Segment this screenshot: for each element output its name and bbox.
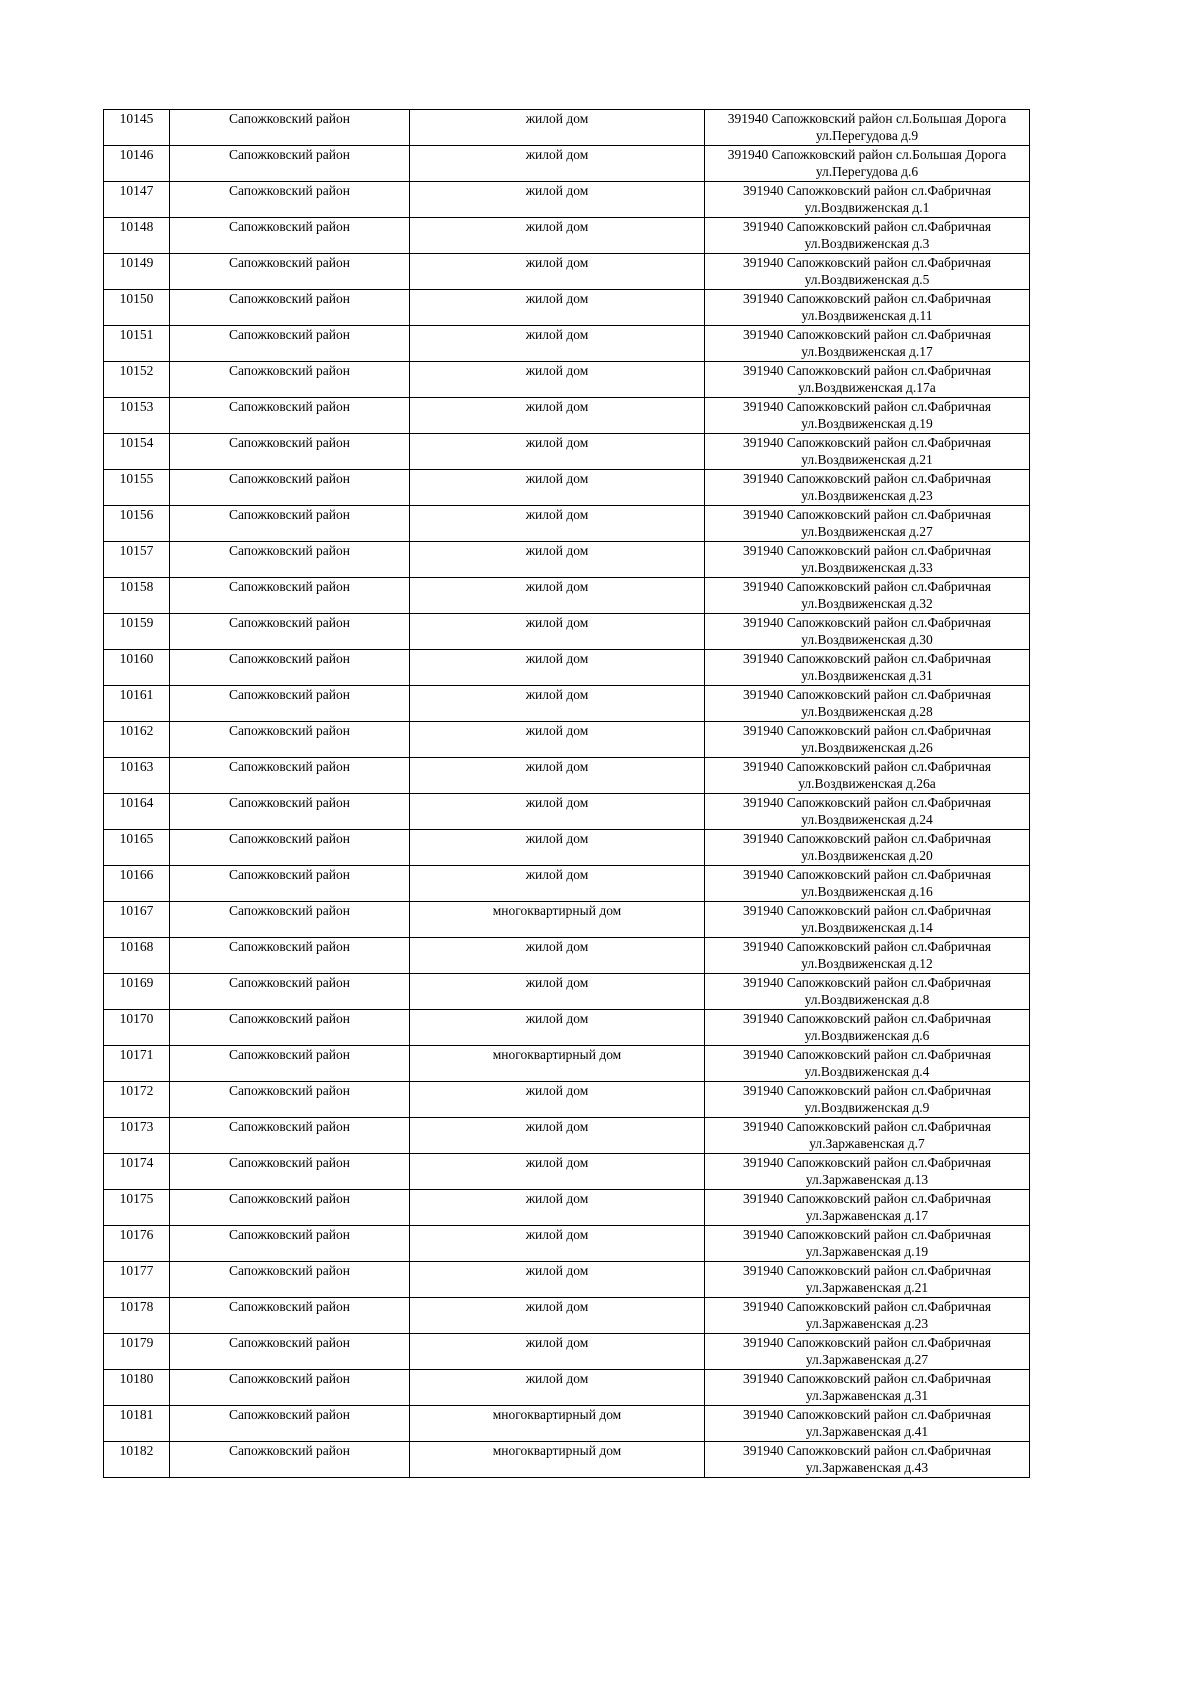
record-number-cell: 10151 [104,326,170,362]
address-line-2: ул.Воздвиженская д.21 [801,452,933,467]
address-line-2: ул.Воздвиженская д.8 [804,992,930,1007]
district-cell: Сапожковский район [170,326,410,362]
address-cell [705,506,1030,542]
building-type-cell: жилой дом [410,650,705,686]
address-line-2: ул.Воздвиженская д.31 [801,668,933,683]
table-row [104,1442,1030,1478]
address-cell [705,110,1030,146]
record-number-cell: 10153 [104,398,170,434]
building-type-cell: жилой дом [410,182,705,218]
address-line-2: ул.Заржавенская д.27 [805,1352,929,1367]
table-row [104,146,1030,182]
address-line-2: ул.Воздвиженская д.6 [804,1028,930,1043]
address-line-1: 391940 Сапожковский район сл.Фабричная [742,903,992,918]
building-type-cell: жилой дом [410,830,705,866]
address-line-1: 391940 Сапожковский район сл.Фабричная [742,723,992,738]
table-row [104,1118,1030,1154]
district-cell: Сапожковский район [170,290,410,326]
district-cell: Сапожковский район [170,542,410,578]
address-line-2: ул.Заржавенская д.17 [805,1208,929,1223]
table-row [104,830,1030,866]
address-cell [705,182,1030,218]
record-number-cell: 10178 [104,1298,170,1334]
district-cell: Сапожковский район [170,1046,410,1082]
address-line-1: 391940 Сапожковский район сл.Фабричная [742,579,992,594]
address-line-2: ул.Воздвиженская д.17а [798,380,936,395]
record-number-cell: 10155 [104,470,170,506]
address-line-1: 391940 Сапожковский район сл.Фабричная [742,183,992,198]
address-line-1: 391940 Сапожковский район сл.Фабричная [742,1263,992,1278]
address-cell [705,1262,1030,1298]
address-line-2: ул.Воздвиженская д.12 [801,956,933,971]
address-cell [705,650,1030,686]
district-cell: Сапожковский район [170,1334,410,1370]
record-number-cell: 10173 [104,1118,170,1154]
district-cell: Сапожковский район [170,866,410,902]
record-number-cell: 10162 [104,722,170,758]
address-line-1: 391940 Сапожковский район сл.Фабричная [742,291,992,306]
address-line-2: ул.Заржавенская д.7 [809,1136,925,1151]
address-line-1: 391940 Сапожковский район сл.Фабричная [742,975,992,990]
address-line-1: 391940 Сапожковский район сл.Фабричная [742,1083,992,1098]
address-cell [705,1118,1030,1154]
address-cell [705,902,1030,938]
table-row [104,974,1030,1010]
building-type-cell: многоквартирный дом [410,902,705,938]
district-cell: Сапожковский район [170,686,410,722]
building-type-cell: жилой дом [410,686,705,722]
record-number-cell: 10154 [104,434,170,470]
address-line-1: 391940 Сапожковский район сл.Фабричная [742,471,992,486]
address-line-2: ул.Воздвиженская д.26а [798,776,936,791]
building-type-cell: жилой дом [410,1010,705,1046]
district-cell: Сапожковский район [170,1298,410,1334]
address-line-2: ул.Воздвиженская д.24 [801,812,933,827]
address-cell [705,146,1030,182]
building-type-cell: жилой дом [410,506,705,542]
record-number-cell: 10145 [104,110,170,146]
address-cell [705,974,1030,1010]
address-cell [705,830,1030,866]
address-cell [705,1154,1030,1190]
address-line-1: 391940 Сапожковский район сл.Фабричная [742,399,992,414]
table-row [104,722,1030,758]
address-line-2: ул.Воздвиженская д.32 [801,596,933,611]
address-cell [705,938,1030,974]
address-line-2: ул.Воздвиженская д.33 [801,560,933,575]
table-row [104,1298,1030,1334]
table-row [104,110,1030,146]
record-number-cell: 10146 [104,146,170,182]
district-cell: Сапожковский район [170,938,410,974]
address-line-1: 391940 Сапожковский район сл.Фабричная [742,1191,992,1206]
building-type-cell: жилой дом [410,470,705,506]
address-line-1: 391940 Сапожковский район сл.Фабричная [742,651,992,666]
building-type-cell: многоквартирный дом [410,1442,705,1478]
address-cell [705,1010,1030,1046]
district-cell: Сапожковский район [170,614,410,650]
building-type-cell: жилой дом [410,758,705,794]
district-cell: Сапожковский район [170,1010,410,1046]
building-type-cell: многоквартирный дом [410,1046,705,1082]
address-line-2: ул.Заржавенская д.41 [805,1424,929,1439]
address-line-2: ул.Воздвиженская д.11 [801,308,933,323]
address-line-2: ул.Заржавенская д.19 [805,1244,929,1259]
table-row [104,686,1030,722]
address-line-1: 391940 Сапожковский район сл.Фабричная [742,543,992,558]
address-cell [705,794,1030,830]
district-cell: Сапожковский район [170,146,410,182]
district-cell: Сапожковский район [170,1190,410,1226]
record-number-cell: 10150 [104,290,170,326]
address-line-2: ул.Воздвиженская д.20 [801,848,933,863]
address-line-2: ул.Воздвиженская д.26 [801,740,933,755]
address-cell [705,398,1030,434]
table-row [104,1226,1030,1262]
building-type-cell: жилой дом [410,218,705,254]
district-cell: Сапожковский район [170,434,410,470]
address-cell [705,542,1030,578]
record-number-cell: 10148 [104,218,170,254]
record-number-cell: 10170 [104,1010,170,1046]
building-type-cell: жилой дом [410,434,705,470]
table-row [104,1334,1030,1370]
address-line-1: 391940 Сапожковский район сл.Фабричная [742,759,992,774]
district-cell: Сапожковский район [170,758,410,794]
building-type-cell: жилой дом [410,1190,705,1226]
address-line-2: ул.Заржавенская д.23 [805,1316,929,1331]
building-type-cell: жилой дом [410,362,705,398]
record-number-cell: 10152 [104,362,170,398]
building-type-cell: жилой дом [410,722,705,758]
record-number-cell: 10181 [104,1406,170,1442]
building-type-cell: жилой дом [410,254,705,290]
table-row [104,1262,1030,1298]
building-type-cell: жилой дом [410,290,705,326]
building-type-cell: жилой дом [410,1154,705,1190]
table-row [104,866,1030,902]
address-cell [705,1190,1030,1226]
building-type-cell: жилой дом [410,578,705,614]
record-number-cell: 10177 [104,1262,170,1298]
district-cell: Сапожковский район [170,1442,410,1478]
address-line-1: 391940 Сапожковский район сл.Фабричная [742,1407,992,1422]
address-line-1: 391940 Сапожковский район сл.Фабричная [742,687,992,702]
record-number-cell: 10167 [104,902,170,938]
district-cell: Сапожковский район [170,1406,410,1442]
table-row [104,254,1030,290]
address-line-1: 391940 Сапожковский район сл.Фабричная [742,831,992,846]
address-line-1: 391940 Сапожковский район сл.Фабричная [742,1011,992,1026]
address-line-2: ул.Воздвиженская д.28 [801,704,933,719]
building-type-cell: жилой дом [410,1118,705,1154]
building-type-cell: жилой дом [410,1298,705,1334]
address-line-2: ул.Воздвиженская д.19 [801,416,933,431]
address-cell [705,1442,1030,1478]
address-line-1: 391940 Сапожковский район сл.Фабричная [742,939,992,954]
table-row [104,182,1030,218]
address-line-1: 391940 Сапожковский район сл.Фабричная [742,1227,992,1242]
building-type-cell: жилой дом [410,794,705,830]
table-row [104,470,1030,506]
address-cell [705,1406,1030,1442]
address-cell [705,470,1030,506]
building-type-cell: жилой дом [410,866,705,902]
address-line-1: 391940 Сапожковский район сл.Фабричная [742,615,992,630]
address-line-1: 391940 Сапожковский район сл.Большая Дорога [727,147,1007,162]
record-number-cell: 10172 [104,1082,170,1118]
address-line-2: ул.Воздвиженская д.3 [804,236,930,251]
record-number-cell: 10156 [104,506,170,542]
district-cell: Сапожковский район [170,254,410,290]
address-line-2: ул.Перегудова д.6 [815,164,919,179]
address-line-1: 391940 Сапожковский район сл.Фабричная [742,219,992,234]
district-cell: Сапожковский район [170,110,410,146]
address-cell [705,758,1030,794]
table-row [104,1010,1030,1046]
district-cell: Сапожковский район [170,650,410,686]
address-line-2: ул.Воздвиженская д.16 [801,884,933,899]
table-row [104,578,1030,614]
address-line-1: 391940 Сапожковский район сл.Фабричная [742,255,992,270]
address-line-2: ул.Воздвиженская д.14 [801,920,933,935]
table-row [104,794,1030,830]
address-line-1: 391940 Сапожковский район сл.Фабричная [742,1155,992,1170]
table-row [104,938,1030,974]
housing-registry-table [103,109,1030,1478]
district-cell: Сапожковский район [170,470,410,506]
record-number-cell: 10171 [104,1046,170,1082]
address-line-2: ул.Воздвиженская д.17 [801,344,933,359]
record-number-cell: 10160 [104,650,170,686]
record-number-cell: 10175 [104,1190,170,1226]
address-cell [705,290,1030,326]
table-row [104,506,1030,542]
record-number-cell: 10169 [104,974,170,1010]
address-line-1: 391940 Сапожковский район сл.Большая Дорога [727,111,1007,126]
address-line-2: ул.Воздвиженская д.27 [801,524,933,539]
address-line-1: 391940 Сапожковский район сл.Фабричная [742,1371,992,1386]
district-cell: Сапожковский район [170,218,410,254]
building-type-cell: жилой дом [410,398,705,434]
address-cell [705,722,1030,758]
address-line-1: 391940 Сапожковский район сл.Фабричная [742,795,992,810]
address-line-2: ул.Заржавенская д.13 [805,1172,929,1187]
district-cell: Сапожковский район [170,722,410,758]
record-number-cell: 10168 [104,938,170,974]
address-line-2: ул.Воздвиженская д.1 [804,200,930,215]
district-cell: Сапожковский район [170,578,410,614]
address-line-2: ул.Воздвиженская д.30 [801,632,933,647]
address-line-1: 391940 Сапожковский район сл.Фабричная [742,1335,992,1350]
address-line-1: 391940 Сапожковский район сл.Фабричная [742,363,992,378]
record-number-cell: 10163 [104,758,170,794]
district-cell: Сапожковский район [170,506,410,542]
building-type-cell: жилой дом [410,1082,705,1118]
address-cell [705,1082,1030,1118]
district-cell: Сапожковский район [170,902,410,938]
address-line-1: 391940 Сапожковский район сл.Фабричная [742,1047,992,1062]
record-number-cell: 10161 [104,686,170,722]
building-type-cell: жилой дом [410,1370,705,1406]
district-cell: Сапожковский район [170,1370,410,1406]
record-number-cell: 10147 [104,182,170,218]
table-row [104,1190,1030,1226]
building-type-cell: жилой дом [410,974,705,1010]
district-cell: Сапожковский район [170,398,410,434]
record-number-cell: 10157 [104,542,170,578]
record-number-cell: 10165 [104,830,170,866]
address-line-1: 391940 Сапожковский район сл.Фабричная [742,1299,992,1314]
building-type-cell: жилой дом [410,542,705,578]
address-line-1: 391940 Сапожковский район сл.Фабричная [742,327,992,342]
district-cell: Сапожковский район [170,1226,410,1262]
table-row [104,1406,1030,1442]
address-line-1: 391940 Сапожковский район сл.Фабричная [742,867,992,882]
address-line-1: 391940 Сапожковский район сл.Фабричная [742,1443,992,1458]
district-cell: Сапожковский район [170,830,410,866]
record-number-cell: 10166 [104,866,170,902]
table-row [104,542,1030,578]
building-type-cell: жилой дом [410,326,705,362]
table-row [104,290,1030,326]
address-line-1: 391940 Сапожковский район сл.Фабричная [742,1119,992,1134]
address-line-2: ул.Заржавенская д.31 [805,1388,929,1403]
district-cell: Сапожковский район [170,1118,410,1154]
registry-table-body [104,110,1030,1478]
building-type-cell: жилой дом [410,1334,705,1370]
address-cell [705,614,1030,650]
address-line-2: ул.Воздвиженская д.5 [804,272,930,287]
address-cell [705,686,1030,722]
address-cell [705,578,1030,614]
table-row [104,434,1030,470]
address-cell [705,218,1030,254]
table-row [104,1154,1030,1190]
record-number-cell: 10149 [104,254,170,290]
address-cell [705,1298,1030,1334]
address-cell [705,434,1030,470]
record-number-cell: 10180 [104,1370,170,1406]
building-type-cell: жилой дом [410,110,705,146]
record-number-cell: 10164 [104,794,170,830]
address-line-1: 391940 Сапожковский район сл.Фабричная [742,507,992,522]
address-line-2: ул.Воздвиженская д.9 [804,1100,930,1115]
record-number-cell: 10159 [104,614,170,650]
district-cell: Сапожковский район [170,182,410,218]
address-line-2: ул.Воздвиженская д.23 [801,488,933,503]
building-type-cell: жилой дом [410,1226,705,1262]
building-type-cell: жилой дом [410,938,705,974]
record-number-cell: 10179 [104,1334,170,1370]
record-number-cell: 10182 [104,1442,170,1478]
building-type-cell: жилой дом [410,614,705,650]
address-line-2: ул.Заржавенская д.21 [805,1280,929,1295]
district-cell: Сапожковский район [170,1082,410,1118]
table-row [104,326,1030,362]
address-cell [705,1370,1030,1406]
table-row [104,902,1030,938]
record-number-cell: 10176 [104,1226,170,1262]
address-line-2: ул.Воздвиженская д.4 [804,1064,930,1079]
address-cell [705,1046,1030,1082]
address-line-1: 391940 Сапожковский район сл.Фабричная [742,435,992,450]
district-cell: Сапожковский район [170,1154,410,1190]
table-row [104,362,1030,398]
table-row [104,218,1030,254]
address-line-2: ул.Перегудова д.9 [815,128,919,143]
table-row [104,1082,1030,1118]
table-row [104,1370,1030,1406]
building-type-cell: жилой дом [410,1262,705,1298]
building-type-cell: жилой дом [410,146,705,182]
district-cell: Сапожковский район [170,794,410,830]
table-row [104,614,1030,650]
address-line-2: ул.Заржавенская д.43 [805,1460,929,1475]
district-cell: Сапожковский район [170,362,410,398]
address-cell [705,254,1030,290]
table-row [104,758,1030,794]
address-cell [705,326,1030,362]
district-cell: Сапожковский район [170,1262,410,1298]
table-row [104,398,1030,434]
record-number-cell: 10158 [104,578,170,614]
address-cell [705,362,1030,398]
table-row [104,1046,1030,1082]
building-type-cell: многоквартирный дом [410,1406,705,1442]
address-cell [705,1334,1030,1370]
record-number-cell: 10174 [104,1154,170,1190]
address-cell [705,866,1030,902]
address-cell [705,1226,1030,1262]
table-row [104,650,1030,686]
district-cell: Сапожковский район [170,974,410,1010]
